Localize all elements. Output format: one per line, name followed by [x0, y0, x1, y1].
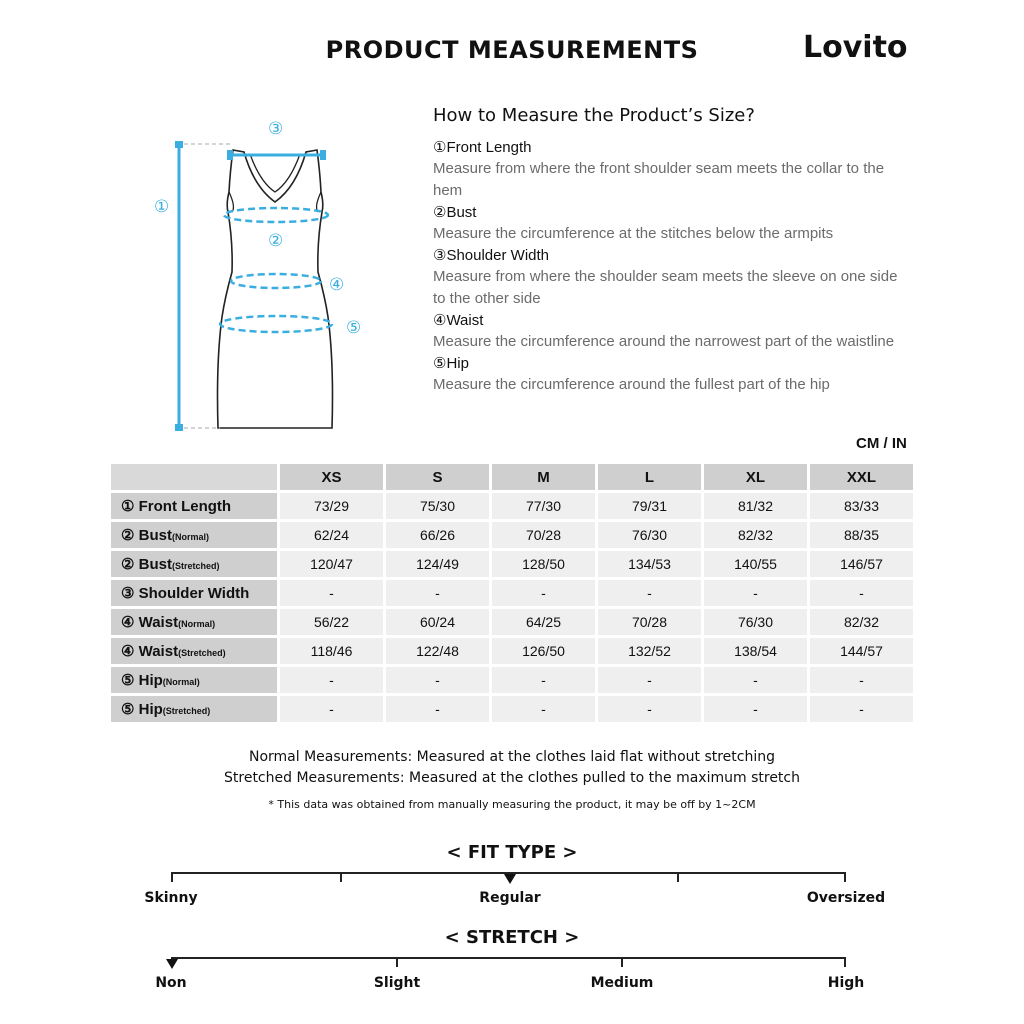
- measure-guide: [433, 137, 903, 396]
- stretch-tick: [621, 957, 623, 967]
- size-table: [108, 461, 916, 725]
- fit-label-skinny: Skinny: [144, 890, 198, 906]
- table-cell: 60/24: [386, 609, 489, 635]
- row-label-sub: (Stretched): [162, 706, 211, 716]
- table-row: [111, 493, 913, 519]
- table-cell: 73/29: [280, 493, 383, 519]
- table-cell: -: [280, 667, 383, 693]
- table-cell: 118/46: [280, 638, 383, 664]
- table-cell: -: [810, 696, 913, 722]
- table-cell: 70/28: [492, 522, 595, 548]
- row-label-text: ⑤ Hip: [121, 701, 163, 718]
- dress-diagram: [140, 112, 380, 442]
- table-cell: -: [704, 580, 807, 606]
- table-row: [111, 580, 913, 606]
- size-header: XS: [280, 464, 383, 490]
- fit-type-scale: [171, 872, 846, 884]
- brand-logo: Lovito: [803, 30, 908, 65]
- marker-hip: ⑤: [346, 318, 362, 338]
- stretch-label-high: High: [827, 975, 865, 991]
- table-cell: 138/54: [704, 638, 807, 664]
- stretch-axis: [171, 957, 846, 959]
- table-cell: 126/50: [492, 638, 595, 664]
- table-cell: 66/26: [386, 522, 489, 548]
- row-label-text: ③ Shoulder Width: [121, 585, 250, 602]
- row-label: [111, 638, 277, 664]
- table-cell: 76/30: [704, 609, 807, 635]
- guide-item-desc: Measure the circumference around the fullest part of the hip: [433, 376, 830, 393]
- table-cell: -: [704, 667, 807, 693]
- row-label: [111, 667, 277, 693]
- stretch-tick: [396, 957, 398, 967]
- table-cell: 140/55: [704, 551, 807, 577]
- table-row: [111, 638, 913, 664]
- page-title: PRODUCT MEASUREMENTS: [325, 36, 699, 64]
- size-header: S: [386, 464, 489, 490]
- table-row: [111, 696, 913, 722]
- row-label: [111, 551, 277, 577]
- shoulder-width-right-cap: [320, 150, 326, 160]
- marker-waist: ④: [329, 275, 345, 295]
- stretch-tick: [844, 957, 846, 967]
- stretch-label-medium: Medium: [590, 975, 654, 991]
- row-label-text: ⑤ Hip: [121, 672, 163, 689]
- guide-item: [433, 202, 903, 245]
- fit-label-regular: Regular: [479, 890, 541, 906]
- table-cell: -: [704, 696, 807, 722]
- table-cell: 124/49: [386, 551, 489, 577]
- table-cell: -: [492, 580, 595, 606]
- table-cell: -: [386, 580, 489, 606]
- marker-front-length: ①: [154, 197, 170, 217]
- table-cell: 134/53: [598, 551, 701, 577]
- row-label-sub: (Normal): [162, 677, 200, 687]
- stretch-label-non: Non: [155, 975, 187, 991]
- row-label-text: ② Bust: [121, 556, 172, 573]
- fit-type-indicator: [504, 874, 516, 884]
- table-cell: 88/35: [810, 522, 913, 548]
- row-label: [111, 580, 277, 606]
- table-cell: 82/32: [810, 609, 913, 635]
- table-cell: 76/30: [598, 522, 701, 548]
- row-label-sub: (Normal): [178, 619, 216, 629]
- row-label-sub: (Stretched): [178, 648, 226, 658]
- marker-shoulder: ③: [268, 119, 284, 139]
- guide-item: [433, 353, 903, 396]
- table-cell: 77/30: [492, 493, 595, 519]
- fit-type-tick: [340, 872, 342, 882]
- fit-type-tick: [171, 872, 173, 882]
- table-cell: -: [492, 667, 595, 693]
- row-label-sub: (Normal): [171, 532, 209, 542]
- table-cell: 144/57: [810, 638, 913, 664]
- marker-bust: ②: [268, 231, 284, 251]
- guide-item-label: ②Bust: [433, 204, 477, 221]
- shoulder-width-left-cap: [227, 150, 233, 160]
- guide-item-desc: Measure from where the front shoulder seam meets the collar to the hem: [433, 160, 885, 199]
- table-cell: 120/47: [280, 551, 383, 577]
- disclaimer: * This data was obtained from manually measuring the product, it may be off by 1~2CM: [268, 798, 756, 811]
- front-length-top-cap: [175, 141, 183, 148]
- stretch-indicator: [166, 959, 178, 969]
- row-label: [111, 493, 277, 519]
- table-cell: 132/52: [598, 638, 701, 664]
- size-header: XXL: [810, 464, 913, 490]
- table-cell: 81/32: [704, 493, 807, 519]
- table-row: [111, 667, 913, 693]
- fit-label-oversized: Oversized: [806, 890, 886, 906]
- size-header: L: [598, 464, 701, 490]
- table-cell: 79/31: [598, 493, 701, 519]
- table-cell: -: [386, 696, 489, 722]
- table-cell: -: [280, 696, 383, 722]
- row-label-sub: (Stretched): [171, 561, 220, 571]
- guide-item: [433, 310, 903, 353]
- guide-item-desc: Measure the circumference at the stitches below the armpits: [433, 225, 834, 242]
- table-cell: 146/57: [810, 551, 913, 577]
- table-cell: 56/22: [280, 609, 383, 635]
- stretched-note: Stretched Measurements: Measured at the clothes pulled to the maximum stretch: [224, 770, 800, 786]
- size-header: XL: [704, 464, 807, 490]
- fit-type-tick: [677, 872, 679, 882]
- guide-item: [433, 137, 903, 202]
- table-row: [111, 551, 913, 577]
- row-label-text: ① Front Length: [121, 498, 232, 515]
- guide-item-label: ③Shoulder Width: [433, 247, 550, 264]
- row-label: [111, 696, 277, 722]
- table-cell: -: [492, 696, 595, 722]
- guide-item-label: ①Front Length: [433, 139, 532, 156]
- unit-label: CM / IN: [856, 435, 907, 452]
- table-header-row: [111, 464, 913, 490]
- table-row: [111, 522, 913, 548]
- table-cell: -: [386, 667, 489, 693]
- front-length-bottom-cap: [175, 424, 183, 431]
- row-label: [111, 522, 277, 548]
- table-cell: -: [810, 667, 913, 693]
- guide-item-label: ④Waist: [433, 312, 484, 329]
- stretch-scale: [171, 957, 846, 969]
- row-label-text: ② Bust: [121, 527, 172, 544]
- table-cell: -: [598, 696, 701, 722]
- row-label-text: ④ Waist: [121, 643, 179, 660]
- guide-title: How to Measure the Product’s Size?: [433, 105, 755, 126]
- fit-type-tick: [844, 872, 846, 882]
- table-cell: -: [598, 667, 701, 693]
- fit-type-title: < FIT TYPE >: [446, 842, 578, 863]
- table-cell: 122/48: [386, 638, 489, 664]
- table-cell: 62/24: [280, 522, 383, 548]
- table-cell: 82/32: [704, 522, 807, 548]
- size-header: M: [492, 464, 595, 490]
- normal-note: Normal Measurements: Measured at the clothes laid flat without stretching: [249, 749, 775, 765]
- table-cell: 83/33: [810, 493, 913, 519]
- table-cell: -: [598, 580, 701, 606]
- row-label-text: ④ Waist: [121, 614, 179, 631]
- table-row: [111, 609, 913, 635]
- guide-item: [433, 245, 903, 310]
- stretch-label-slight: Slight: [373, 975, 421, 991]
- table-corner: [111, 464, 277, 490]
- table-cell: 128/50: [492, 551, 595, 577]
- table-cell: 64/25: [492, 609, 595, 635]
- table-cell: -: [280, 580, 383, 606]
- stretch-title: < STRETCH >: [444, 927, 580, 948]
- table-cell: 75/30: [386, 493, 489, 519]
- guide-item-desc: Measure the circumference around the narrowest part of the waistline: [433, 333, 895, 350]
- table-cell: 70/28: [598, 609, 701, 635]
- guide-item-desc: Measure from where the shoulder seam meets the sleeve on one side to the other side: [433, 268, 898, 307]
- guide-item-label: ⑤Hip: [433, 355, 469, 372]
- table-cell: -: [810, 580, 913, 606]
- row-label: [111, 609, 277, 635]
